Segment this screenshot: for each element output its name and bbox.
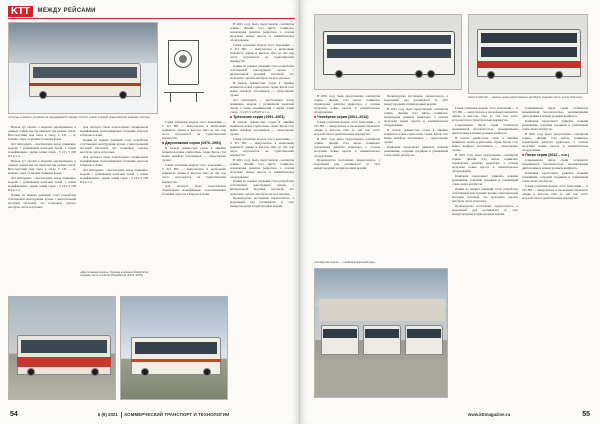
- paragraph: Производство постепенно переносилось, а модельный ряд расширялся за счёт междугородних и пригородных версий.: [452, 203, 518, 216]
- paragraph: Лет пятнадцать – шестнадцать назад появились модели с удлинённой колёсной базой, а также модификации с двумя осями сзади – S 215, S 228 DT и т. п.: [80, 167, 148, 184]
- paragraph: В 2001 году была представлена «четвёртая серия». Дизайн стал мягче, появилась характерная решётка радиатора, а салоны получили новые кресла и климатическое оборудование.: [522, 131, 588, 153]
- bus-photo-coach: [120, 296, 228, 400]
- paragraph: Для экспорта была подготовлена специальная модификация, пользовавшаяся большим спросом в Европе и Азии.: [162, 184, 226, 197]
- paragraph: Лет пятнадцать – шестнадцать назад появились модели с удлинённой колёсной базой, а также модификации с двумя осями сзади – S 215, S 228 DT и т. п.: [8, 175, 76, 193]
- journal-title: КОММЕРЧЕСКИЙ ТРАНСПОРТ И ТЕХНОЛОГИИ: [124, 412, 230, 417]
- snow-photo-caption: «Сетры» в зимних условиях на передвижной станции. Кстати, иначе и зимой представляли новинки «Сетра»: [8, 115, 151, 119]
- paragraph: Компания продолжает удивлять новыми решениями, сохраняя традиции и узнаваемый стиль своих автобусов.: [522, 118, 588, 132]
- paragraph: В 2001 году была представлена «четвёртая серия». Дизайн стал мягче, появилась характерная решётка радиатора, а салоны получили новые кресла и климатическое оборудование.: [314, 137, 380, 158]
- paragraph: В начале девяностых годов в линейке появилась новая «трёхосная» серия. Кузов стал выше, комфорт пассажиров — существенно лучше.: [384, 127, 448, 145]
- chassis-diagram: [162, 22, 206, 114]
- paragraph: Для экспорта была подготовлена специальная модификация, пользовавшаяся большим спросом в Европе и Азии.: [80, 125, 148, 138]
- paragraph: Одним из первых решений стала разработка собственной конструкции кузова с интегральной несущей системой, что позволило сделать автобусы легче и прочнее.: [230, 179, 294, 196]
- column-5: [314, 94, 380, 258]
- page-header: [8, 5, 96, 17]
- paragraph: Лет пятнадцать – шестнадцать назад появились модели с удлинённой колёсной базой, а также модификации с двумя осями сзади – S 215, S 228 DT и т. п.: [230, 98, 294, 115]
- page-number: 55: [582, 411, 590, 418]
- paragraph: Современная пятая серия отличается повышенной безопасностью, экономичными двигателями и новым уровнем комфорта.: [522, 106, 588, 119]
- header-rule: [8, 18, 295, 19]
- column-8: [522, 106, 588, 396]
- paragraph: Нельзя тут сказать о моделях одновременно: в данных сериях мы бы смешали три разных стиля. Впоследствии ещё была в эпоху S 130 — и, конечно, верх от мелких больших форм.: [8, 125, 76, 142]
- paragraph: Одним из первых решений стала разработка собственной конструкции кузова с интегральной несущей системой, что позволило сделать автобусы легче и прочнее.: [8, 192, 76, 210]
- paragraph: В 2001 году была представлена «четвёртая серия». Дизайн стал мягче, появилась характерная решётка радиатора, а салоны получили новые кресла и климатическое оборудование.: [384, 106, 448, 128]
- paragraph: Нельзя тут сказать о моделях одновременно: в данных сериях мы бы смешали три разных стиля. Впоследствии ещё была в эпоху S 130 — и, конечно, верх от мелких больших форм.: [8, 158, 76, 176]
- column-6: [384, 94, 448, 258]
- paragraph: Производство постепенно переносилось, а модельный ряд расширялся за счёт междугородних и пригородных версий.: [230, 196, 294, 209]
- paragraph: Современная пятая серия отличается повышенной безопасностью, экономичными двигателями и новым уровнем комфорта.: [452, 122, 518, 136]
- paragraph: В начале девяностых годов в линейке появилась новая «трёхосная» серия. Кузов стал выше, комфорт пассажиров — существенно лучше.: [230, 120, 294, 137]
- paragraph: В начале девяностых годов в линейке появилась новая «трёхосная» серия. Кузов стал выше, комфорт пассажиров — существенно лучше.: [162, 146, 226, 163]
- right-footer: [310, 410, 590, 419]
- paragraph: Одним из первых решений стала разработка собственной конструкции кузова с интегральной несущей системой, что позволило сделать автобусы легче и прочнее.: [80, 137, 148, 155]
- paragraph: Одним из первых решений стала разработка собственной конструкции кузова с интегральной несущей системой, что позволило сделать автобусы легче и прочнее.: [230, 64, 294, 81]
- section-title: МЕЖДУ РЕЙСАМИ: [37, 8, 96, 14]
- paragraph: Лет пятнадцать – шестнадцать назад появились модели с удлинённой колёсной базой, а также модификации с двумя осями сзади – S 215, S 228 DT и т. п.: [8, 141, 76, 159]
- column-7: [452, 106, 518, 396]
- paragraph: Компания продолжает удивлять новыми решениями, сохраняя традиции и узнаваемый стиль своих автобусов.: [522, 170, 588, 183]
- left-footer: [10, 410, 289, 419]
- paragraph: Компания продолжает удивлять новыми решениями, сохраняя традиции и узнаваемый стиль своих автобусов.: [452, 173, 518, 187]
- section-heading: ■ Двухэтажная серия (1976–1991): [162, 141, 226, 145]
- paragraph: Самая успешная модель этого поколения — S 315 HD — выпускалась в нескольких вариантах длины и высоты. Она до сих пор часто встречается на туристических маршрутах.: [162, 120, 226, 141]
- paragraph: Самая успешная модель этого поколения — S 315 HD — выпускалась в нескольких вариантах длины и высоты. Она до сих пор часто встречается на туристических маршрутах.: [162, 163, 226, 184]
- website-url[interactable]: www.kttmagazine.ru: [467, 412, 511, 417]
- bus-photo-red: [8, 296, 116, 400]
- footer-separator: [121, 412, 122, 418]
- paragraph: Современная пятая серия отличается повышенной безопасностью, экономичными двигателями и новым уровнем комфорта.: [522, 157, 588, 171]
- double-decker-caption: Setra S 316 HD — ранние серии двухэтажного автобуса, ходовая часть, кузов. Kilometer: [468, 95, 583, 99]
- paragraph: В 2001 году была представлена «четвёртая серия». Дизайн стал мягче, появилась характерная решётка радиатора, а салоны получили новые кресла и климатическое оборудование.: [452, 152, 518, 174]
- paragraph: Производство постепенно переносилось, а модельный ряд расширялся за счёт междугородних и пригородных версий.: [384, 94, 448, 107]
- paragraph: В 2001 году была представлена «четвёртая серия». Дизайн стал мягче, появилась характерная решётка радиатора, а салоны получили новые кресла и климатическое оборудование.: [314, 94, 380, 115]
- paragraph: Производство постепенно переносилось, а модельный ряд расширялся за счёт междугородних и пригородных версий.: [314, 158, 380, 171]
- paragraph: В начале девяностых годов в линейке появилась новая «трёхосная» серия. Кузов стал выше, комфорт пассажиров — существенно лучше.: [452, 135, 518, 153]
- paragraph: Компания продолжает удивлять новыми решениями, сохраняя традиции и узнаваемый стиль своих автобусов.: [384, 144, 448, 158]
- bus-fleet-photo: [314, 268, 448, 398]
- section-heading: ■ Трёхосная серия (1991–2001): [230, 115, 294, 119]
- column-2: [80, 125, 148, 270]
- paragraph: В начале девяностых годов в линейке появилась новая «трёхосная» серия. Кузов стал выше, комфорт пассажиров — существенно лучше.: [230, 81, 294, 98]
- paragraph: Самая успешная модель этого поколения — S 315 HD — выпускалась в нескольких вариантах длины и высоты. Она до сих пор часто встречается на туристических маршрутах.: [452, 106, 518, 123]
- double-decker-drawing: [314, 14, 462, 90]
- page-number: 54: [10, 411, 18, 418]
- paragraph: Самая успешная модель этого поколения — S 315 HD — выпускалась в нескольких вариантах длины и высоты. Она до сих пор часто встречается на туристических маршрутах.: [230, 137, 294, 158]
- magazine-logo: KTT: [8, 6, 33, 17]
- paragraph: Для экспорта была подготовлена специальная модификация, пользовавшаяся большим спросом в Европе и Азии.: [80, 154, 148, 168]
- paragraph: Самая успешная модель этого поколения — S 315 HD — выпускалась в нескольких вариантах длины и высоты. Она до сих пор часто встречается на туристических маршрутах.: [522, 183, 588, 200]
- paragraph: Самая успешная модель этого поколения — S 315 HD — выпускалась в нескольких вариантах длины и высоты. Она до сих пор часто встречается на туристических маршрутах.: [314, 120, 380, 137]
- issue-number: 6 (9) 2021: [97, 412, 118, 417]
- yard-caption: «Четвёртая серия» — «новый модельный ряд»: [314, 260, 376, 264]
- section-heading: ■ Пятая серия (2012 – н.в.): [522, 153, 588, 157]
- column-3: [162, 120, 226, 290]
- right-page: [300, 0, 600, 424]
- paragraph: Одним из первых решений стала разработка собственной конструкции кузова с интегральной несущей системой, что позволило сделать автобусы легче и прочнее.: [452, 186, 518, 204]
- diagram-caption: «Двухэтажная серия». Техника компании Kässbohrer, ходовая часть и шасси. Разработка (1972–1975): [80, 270, 150, 278]
- paragraph: Самая успешная модель этого поколения — S 315 HD — выпускалась в нескольких вариантах длины и высоты. Она до сих пор часто встречается на туристических маршрутах.: [230, 43, 294, 64]
- column-4: [230, 22, 294, 392]
- red-double-decker-photo: [468, 14, 588, 94]
- column-1: [8, 125, 76, 291]
- section-heading: ■ Четвёртая серия (2001–2012): [314, 115, 380, 119]
- paragraph: В 2001 году была представлена «четвёртая серия». Дизайн стал мягче, появилась характерная решётка радиатора, а салоны получили новые кресла и климатическое оборудование.: [230, 158, 294, 179]
- snow-bus-photo: [8, 22, 158, 114]
- paragraph: В 2001 году была представлена «четвёртая серия». Дизайн стал мягче, появилась характерная решётка радиатора, а салоны получили новые кресла и климатическое оборудование.: [230, 22, 294, 43]
